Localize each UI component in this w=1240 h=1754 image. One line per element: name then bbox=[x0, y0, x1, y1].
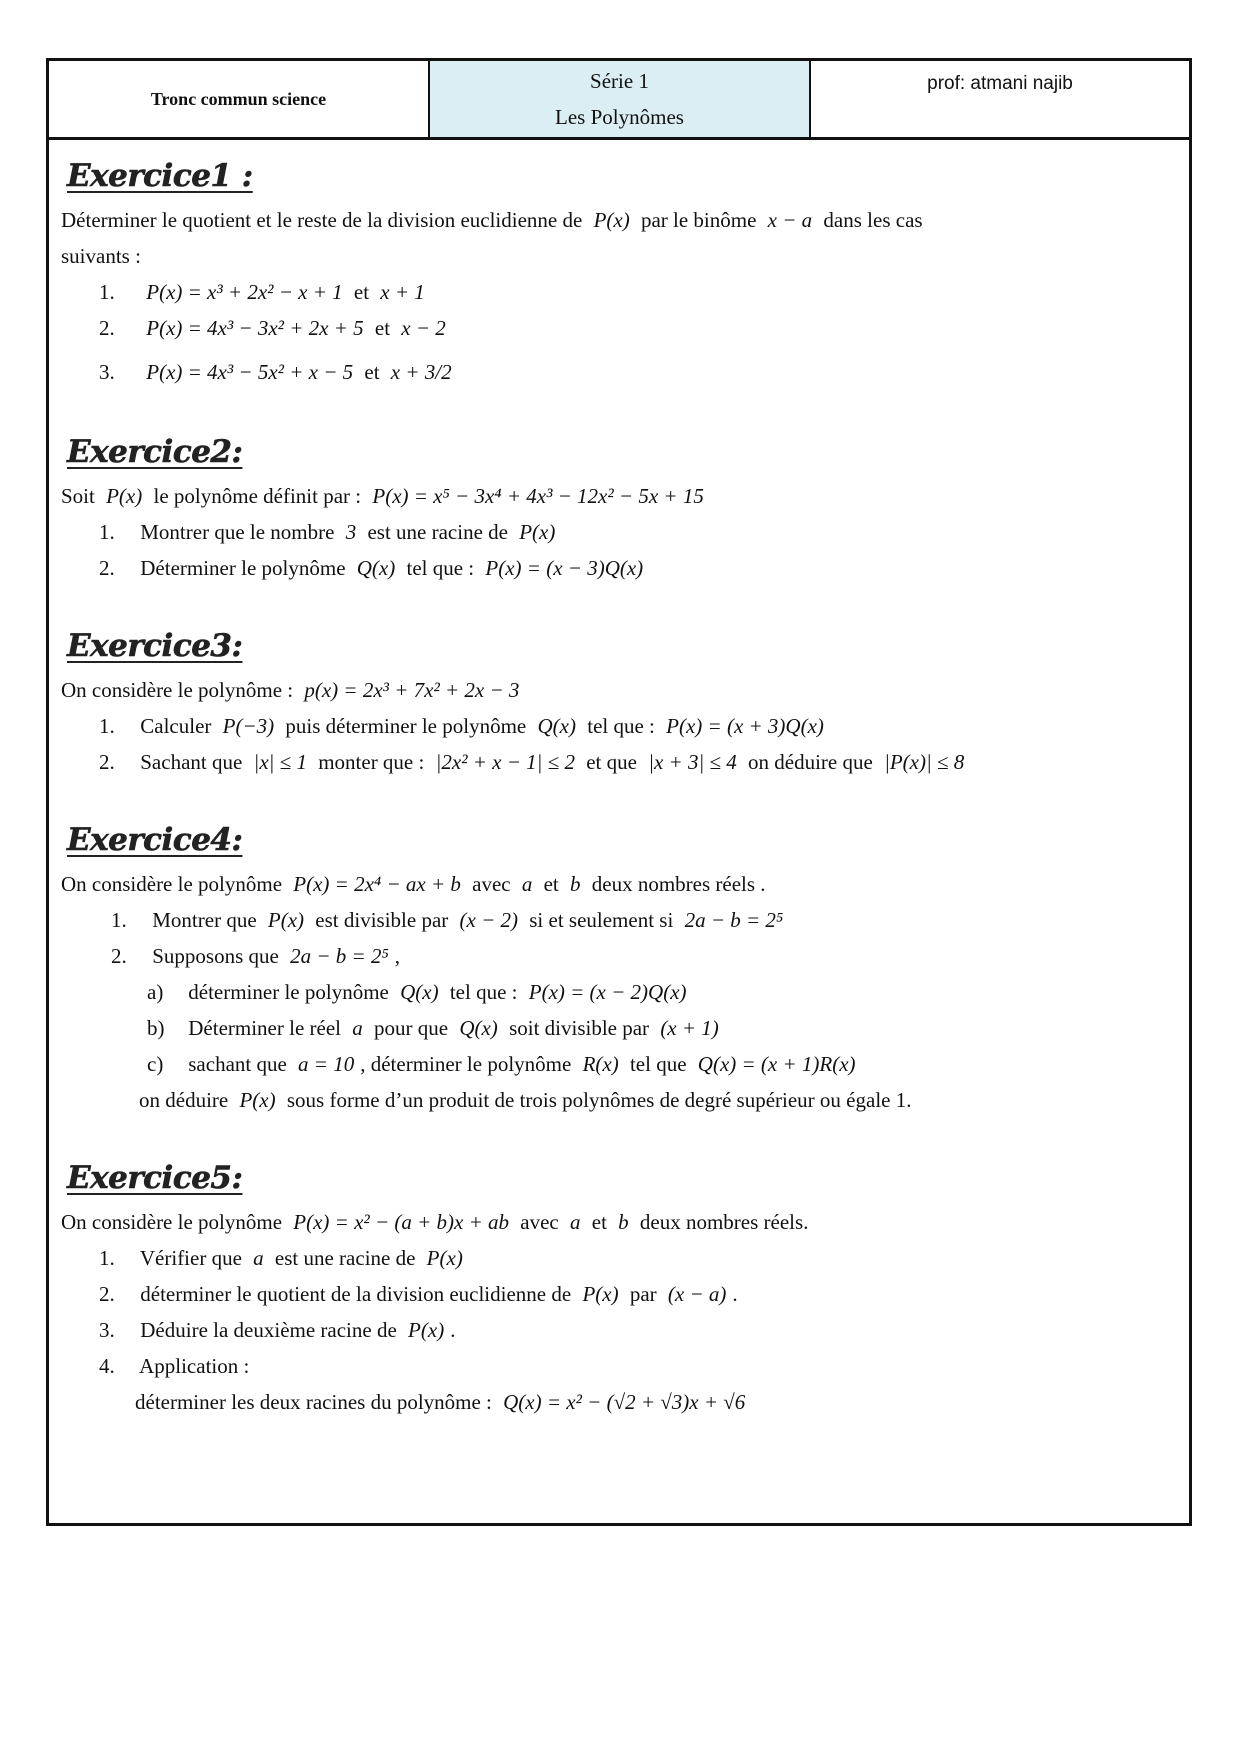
sub-item bbox=[61, 1046, 1189, 1082]
math: p(x) = 2x³ + 7x² + 2x − 3 bbox=[304, 678, 520, 702]
teacher-label: prof: atmani najib bbox=[927, 73, 1073, 94]
sub-item bbox=[61, 974, 1189, 1010]
math: x − a bbox=[767, 208, 813, 232]
text: Sachant que bbox=[140, 750, 243, 774]
item-number: 1. bbox=[99, 280, 115, 304]
text: monter que : bbox=[318, 750, 425, 774]
list-item bbox=[61, 274, 1189, 310]
math: P(x) bbox=[426, 1246, 463, 1270]
text: tel que : bbox=[587, 714, 655, 738]
list-item bbox=[61, 902, 1189, 938]
exercise-1-intro-cont: suivants : bbox=[61, 244, 141, 268]
text: Supposons que bbox=[152, 944, 279, 968]
application-line bbox=[61, 1384, 1189, 1420]
intro-text: Déterminer le quotient et le reste de la division euclidienne de bbox=[61, 208, 583, 232]
topic-label: Les Polynômes bbox=[555, 105, 684, 129]
exercise-2-intro bbox=[61, 478, 1189, 514]
list-item bbox=[61, 514, 1189, 550]
text: tel que bbox=[629, 1052, 687, 1076]
text: Déterminer le réel bbox=[188, 1016, 341, 1040]
math: P(x) = x² − (a + b)x + ab bbox=[293, 1210, 510, 1234]
list-item bbox=[61, 708, 1189, 744]
math: P(x) bbox=[582, 1282, 619, 1306]
text: deux nombres réels . bbox=[591, 872, 766, 896]
text: puis déterminer le polynôme bbox=[285, 714, 527, 738]
text: Montrer que le nombre bbox=[140, 520, 335, 544]
item-number: 1. bbox=[99, 714, 115, 738]
text: . bbox=[732, 1282, 738, 1306]
text: et bbox=[364, 360, 380, 384]
math: 3 bbox=[345, 520, 357, 544]
math: P(x) = x³ + 2x² − x + 1 bbox=[146, 280, 343, 304]
math: a bbox=[570, 1210, 581, 1234]
math: |x| ≤ 1 bbox=[253, 750, 307, 774]
text: On considère le polynôme : bbox=[61, 678, 294, 702]
text: et que bbox=[586, 750, 637, 774]
math: P(x) bbox=[239, 1088, 276, 1112]
text: deux nombres réels. bbox=[639, 1210, 809, 1234]
math: P(−3) bbox=[222, 714, 275, 738]
text: Déduire la deuxième racine de bbox=[140, 1318, 397, 1342]
text: avec bbox=[472, 872, 511, 896]
math: 2a − b = 2⁵ bbox=[290, 944, 389, 968]
exercise-sheet bbox=[46, 58, 1192, 1526]
text: Vérifier que bbox=[139, 1246, 242, 1270]
math: Q(x) bbox=[537, 714, 576, 738]
text: Soit bbox=[61, 484, 95, 508]
item-number: 3. bbox=[99, 1318, 115, 1342]
text: est une racine de bbox=[274, 1246, 416, 1270]
exercise-4-title: Exercice4: bbox=[67, 822, 243, 858]
list-item bbox=[61, 744, 1189, 780]
math: P(x) = (x + 3)Q(x) bbox=[666, 714, 824, 738]
math: Q(x) = (x + 1)R(x) bbox=[697, 1052, 856, 1076]
math: |2x² + x − 1| ≤ 2 bbox=[435, 750, 575, 774]
math: x + 1 bbox=[380, 280, 425, 304]
exercise-1-intro bbox=[61, 202, 1189, 238]
exercise-5-intro bbox=[61, 1204, 1189, 1240]
math: (x − 2) bbox=[459, 908, 518, 932]
list-item bbox=[61, 550, 1189, 586]
math: (x − a) bbox=[667, 1282, 727, 1306]
math: Q(x) = x² − (√2 + √3)x + √6 bbox=[503, 1390, 746, 1414]
item-number: 1. bbox=[99, 520, 115, 544]
sub-item-conclusion bbox=[61, 1082, 1189, 1118]
math: P(x) = x⁵ − 3x⁴ + 4x³ − 12x² − 5x + 15 bbox=[372, 484, 704, 508]
item-number: 2. bbox=[99, 316, 115, 340]
intro-text: par le binôme bbox=[640, 208, 757, 232]
text: on déduire bbox=[139, 1088, 229, 1112]
text: et bbox=[374, 316, 391, 340]
math: P(x) = 4x³ − 3x² + 2x + 5 bbox=[146, 316, 364, 340]
text: le polynôme définit par : bbox=[153, 484, 362, 508]
exercise-2-title: Exercice2: bbox=[67, 434, 243, 470]
list-item bbox=[61, 938, 1189, 974]
text: et bbox=[591, 1210, 607, 1234]
list-item bbox=[61, 1312, 1189, 1348]
sub-item bbox=[61, 1010, 1189, 1046]
list-item bbox=[61, 310, 1189, 346]
math: x + 3/2 bbox=[390, 360, 452, 384]
math: P(x) bbox=[106, 484, 143, 508]
text: On considère le polynôme bbox=[61, 872, 283, 896]
math: 2a − b = 2⁵ bbox=[684, 908, 784, 932]
math: P(x) = 4x³ − 5x² + x − 5 bbox=[146, 360, 354, 384]
math: a = 10 bbox=[298, 1052, 355, 1076]
text: sous forme d’un produit de trois polynômes de degré supérieur ou égale 1. bbox=[286, 1088, 912, 1112]
math: b bbox=[618, 1210, 629, 1234]
math: a bbox=[521, 872, 533, 896]
math: Q(x) bbox=[400, 980, 439, 1004]
list-item bbox=[61, 346, 1189, 398]
text: et bbox=[353, 280, 370, 304]
math: x − 2 bbox=[401, 316, 446, 340]
math: a bbox=[253, 1246, 264, 1270]
math: (x + 1) bbox=[660, 1016, 719, 1040]
math: P(x) = (x − 2)Q(x) bbox=[528, 980, 687, 1004]
text: Montrer que bbox=[152, 908, 257, 932]
text: Déterminer le polynôme bbox=[140, 556, 346, 580]
list-item bbox=[61, 1348, 1189, 1384]
text: est une racine de bbox=[367, 520, 508, 544]
math: R(x) bbox=[582, 1052, 619, 1076]
text: pour que bbox=[374, 1016, 449, 1040]
text: Calculer bbox=[140, 714, 212, 738]
text: et bbox=[543, 872, 559, 896]
math: b bbox=[570, 872, 581, 896]
text: soit divisible par bbox=[509, 1016, 650, 1040]
series-label: Série 1 bbox=[590, 69, 649, 93]
level-label: Tronc commun science bbox=[150, 88, 327, 109]
math: a bbox=[352, 1016, 363, 1040]
text: si et seulement si bbox=[529, 908, 674, 932]
text: tel que : bbox=[449, 980, 518, 1004]
text: On considère le polynôme bbox=[61, 1210, 283, 1234]
text: déterminer le quotient de la division euclidienne de bbox=[140, 1282, 572, 1306]
math: P(x) = 2x⁴ − ax + b bbox=[293, 872, 461, 896]
list-item bbox=[61, 1240, 1189, 1276]
exercise-3-intro bbox=[61, 672, 1189, 708]
exercise-3-title: Exercice3: bbox=[67, 628, 243, 664]
item-number: 1. bbox=[99, 1246, 115, 1270]
item-number: 1. bbox=[111, 908, 127, 932]
math: P(x) bbox=[408, 1318, 445, 1342]
math: P(x) bbox=[267, 908, 305, 932]
teacher-cell bbox=[811, 61, 1189, 137]
exercise-5-title: Exercice5: bbox=[67, 1160, 243, 1196]
item-number: 3. bbox=[99, 360, 115, 384]
item-number: 4. bbox=[99, 1354, 115, 1378]
math: Q(x) bbox=[356, 556, 396, 580]
sub-letter: b) bbox=[147, 1016, 165, 1040]
math: |x + 3| ≤ 4 bbox=[648, 750, 737, 774]
text: sachant que bbox=[188, 1052, 287, 1076]
sub-letter: a) bbox=[147, 980, 164, 1004]
item-number: 2. bbox=[99, 1282, 115, 1306]
math: Q(x) bbox=[459, 1016, 498, 1040]
item-number: 2. bbox=[99, 556, 115, 580]
header-table bbox=[49, 61, 1189, 140]
list-item bbox=[61, 1276, 1189, 1312]
content bbox=[49, 140, 1189, 1420]
text: déterminer le polynôme bbox=[188, 980, 389, 1004]
text: tel que : bbox=[406, 556, 475, 580]
level-cell bbox=[49, 61, 430, 137]
math: |P(x)| ≤ 8 bbox=[884, 750, 965, 774]
sub-letter: c) bbox=[147, 1052, 164, 1076]
text: est divisible par bbox=[315, 908, 449, 932]
text: déterminer les deux racines du polynôme : bbox=[135, 1390, 492, 1414]
intro-text: dans les cas bbox=[823, 208, 923, 232]
text: , bbox=[394, 944, 401, 968]
series-cell bbox=[430, 61, 811, 137]
item-number: 2. bbox=[111, 944, 127, 968]
text: avec bbox=[520, 1210, 559, 1234]
exercise-4-intro bbox=[61, 866, 1189, 902]
text: . bbox=[450, 1318, 456, 1342]
math: P(x) bbox=[519, 520, 556, 544]
text: par bbox=[629, 1282, 657, 1306]
text: Application : bbox=[139, 1354, 250, 1378]
text: , déterminer le polynôme bbox=[360, 1052, 572, 1076]
text: on déduire que bbox=[748, 750, 873, 774]
math: P(x) bbox=[593, 208, 630, 232]
item-number: 2. bbox=[99, 750, 115, 774]
exercise-1-title: Exercice1 : bbox=[67, 158, 253, 194]
math: P(x) = (x − 3)Q(x) bbox=[485, 556, 644, 580]
